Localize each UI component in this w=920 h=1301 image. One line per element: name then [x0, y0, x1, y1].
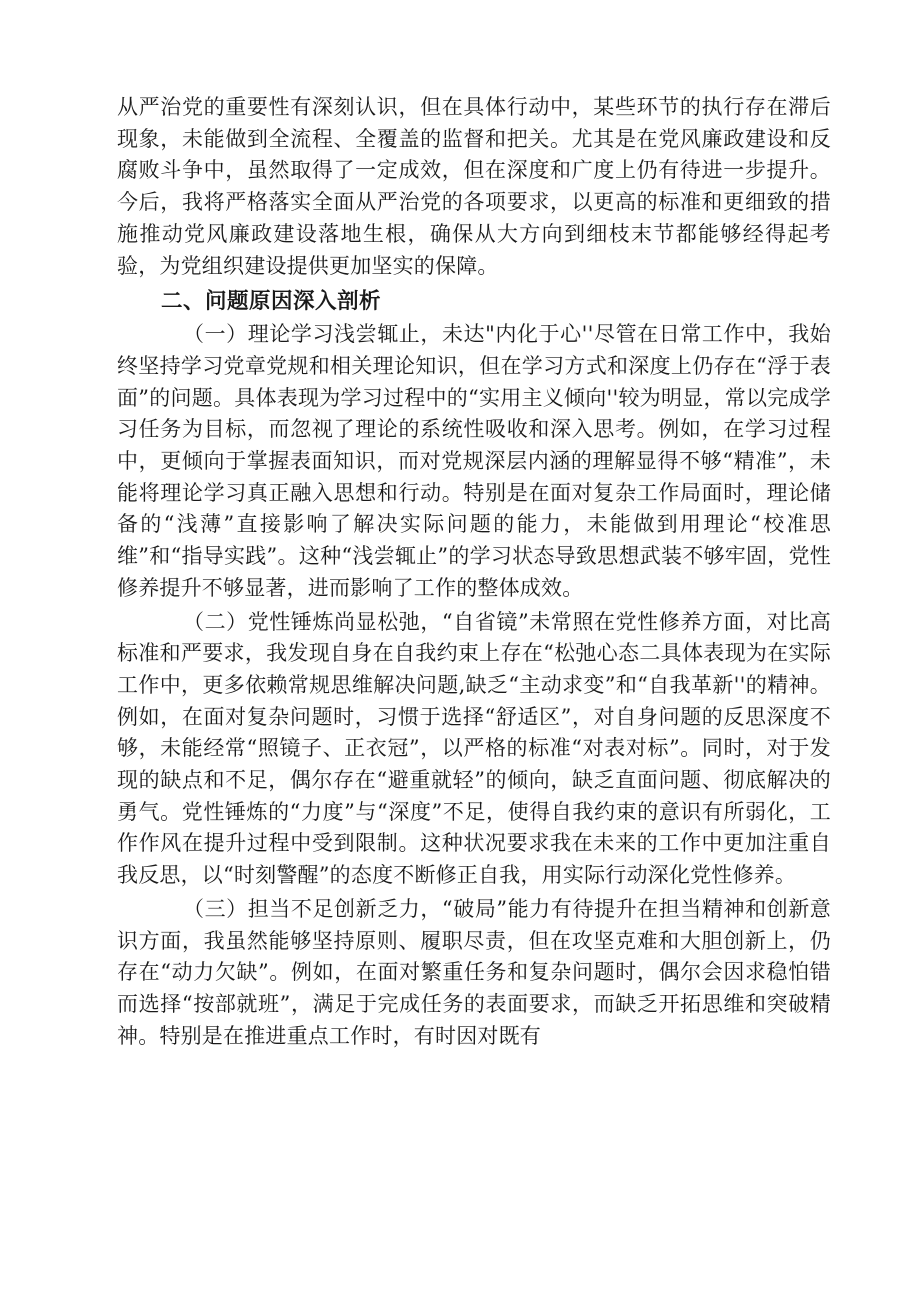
paragraph-intro-continuation: 从严治党的重要性有深刻认识，但在具体行动中，某些环节的执行存在滞后现象，未能做到全流程、全覆盖的监督和把关。尤其是在党风廉政建设和反腐败斗争中，虽然取得了一定成效，但在深度和广度上仍有待进一步提升。今后，我将严格落实全面从严治党的各项要求，以更高的标准和更细致的措施推动党风廉政建设落地生根，确保从大方向到细枝末节都能够经得起考验，为党组织建设提供更加坚实的保障。	[117, 95, 831, 278]
paragraph-responsibility-innovation: （三）担当不足创新乏力，“破局”能力有待提升在担当精神和创新意识方面，我虽然能够坚持原则、履职尽责，但在攻坚克难和大胆创新上，仍存在“动力欠缺”。例如，在面对繁重任务和复杂问题时，偶尔会因求稳怕错而选择“按部就班”，满足于完成任务的表面要求，而缺乏开拓思维和突破精神。特别是在推进重点工作时，有时因对既有	[117, 896, 831, 1048]
paragraph-theory-study: （一）理论学习浅尝辄止，未达"内化于心''尽管在日常工作中，我始终坚持学习党章党规和相关理论知识，但在学习方式和深度上仍存在“浮于表面”的问题。具体表现为学习过程中的“实用主义倾向''较为明显，常以完成学习任务为目标，而忽视了理论的系统性吸收和深入思考。例如，在学习过程中，更倾向于掌握表面知识，而对党规深层内涵的理解显得不够“精准”，未能将理论学习真正融入思想和行动。特别是在面对复杂工作局面时，理论储备的“浅薄”直接影响了解决实际问题的能力，未能做到用理论“校准思维”和“指导实践”。这种“浅尝辄止”的学习状态导致思想武装不够牢固，党性修养提升不够显著，进而影响了工作的整体成效。	[117, 322, 831, 600]
section-heading-problem-causes: 二、问题原因深入剖析	[161, 289, 382, 315]
paragraph-party-spirit: （二）党性锤炼尚显松弛，“自省镜”未常照在党性修养方面，对比高标准和严要求，我发现自身在自我约束上存在“松弛心态二具体表现为在实际工作中，更多依赖常规思维解决问题,缺乏“主动求变”和“自我革新''的精神。例如，在面对复杂问题时，习惯于选择“舒适区”，对自身问题的反思深度不够，未能经常“照镜子、正衣冠”，以严格的标准“对表对标”。同时，对于发现的缺点和不足，偶尔存在“避重就轻”的倾向，缺乏直面问题、彻底解决的勇气。党性锤炼的“力度”与“深度”不足，使得自我约束的意识有所弱化，工作作风在提升过程中受到限制。这种状况要求我在未来的工作中更加注重自我反思，以“时刻警醒”的态度不断修正自我，用实际行动深化党性修养。	[117, 609, 831, 888]
